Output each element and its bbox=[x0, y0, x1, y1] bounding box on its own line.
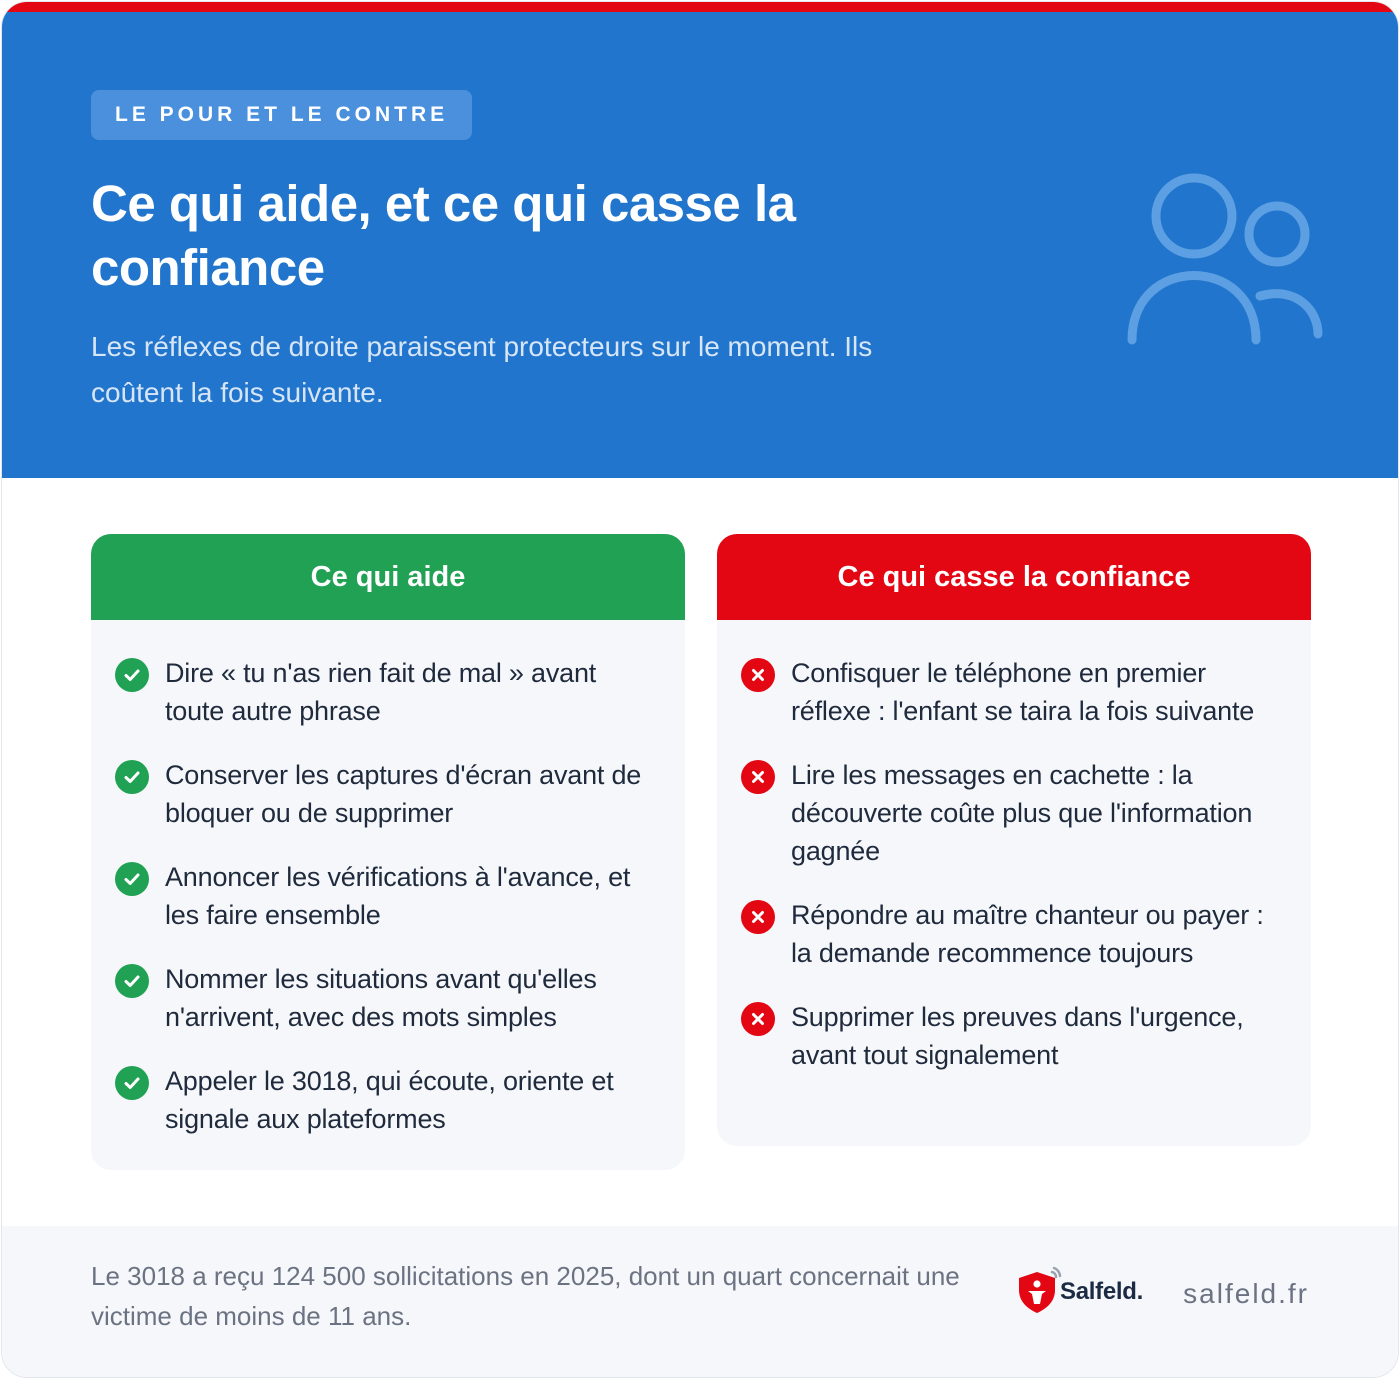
salfeld-logo bbox=[1016, 1262, 1156, 1316]
list-item bbox=[741, 654, 1285, 730]
eyebrow-tag: LE POUR ET LE CONTRE bbox=[91, 90, 472, 140]
x-circle-icon bbox=[741, 900, 775, 934]
footer bbox=[2, 1226, 1398, 1378]
logo-text: Salfeld. bbox=[1060, 1278, 1143, 1305]
breaks-panel bbox=[717, 534, 1311, 1146]
list-item bbox=[115, 858, 659, 934]
check-circle-icon bbox=[115, 862, 149, 896]
item-text: Lire les messages en cachette : la découverte coûte plus que l'information gagnée bbox=[791, 760, 1253, 866]
helps-list bbox=[91, 620, 685, 1138]
helps-panel bbox=[91, 534, 685, 1170]
item-text: Nommer les situations avant qu'elles n'arrivent, avec des mots simples bbox=[165, 964, 597, 1032]
helps-title: Ce qui aide bbox=[91, 534, 685, 620]
x-circle-icon bbox=[741, 1002, 775, 1036]
item-text: Dire « tu n'as rien fait de mal » avant toute autre phrase bbox=[165, 658, 597, 726]
top-accent-line bbox=[2, 2, 1398, 12]
breaks-title: Ce qui casse la confiance bbox=[717, 534, 1311, 620]
list-item bbox=[115, 1062, 659, 1138]
item-text: Supprimer les preuves dans l'urgence, avant tout signalement bbox=[791, 1002, 1244, 1070]
item-text: Confisquer le téléphone en premier réflexe : l'enfant se taira la fois suivante bbox=[791, 658, 1255, 726]
x-circle-icon bbox=[741, 658, 775, 692]
list-item bbox=[741, 896, 1285, 972]
check-circle-icon bbox=[115, 964, 149, 998]
page-subtitle: Les réflexes de droite paraissent protecteurs sur le moment. Ils coûtent la fois suivante. bbox=[91, 331, 873, 408]
header bbox=[2, 12, 1398, 478]
list-item bbox=[115, 960, 659, 1036]
footer-note: Le 3018 a reçu 124 500 sollicitations en 2025, dont un quart concernait une victime de moins de 11 ans. bbox=[91, 1261, 960, 1331]
people-icon bbox=[1120, 162, 1330, 352]
breaks-list bbox=[717, 620, 1311, 1074]
check-circle-icon bbox=[115, 760, 149, 794]
page-title: Ce qui aide, et ce qui casse la confiance bbox=[91, 175, 796, 296]
check-circle-icon bbox=[115, 1066, 149, 1100]
item-text: Conserver les captures d'écran avant de bloquer ou de supprimer bbox=[165, 760, 642, 828]
item-text: Appeler le 3018, qui écoute, oriente et signale aux plateformes bbox=[165, 1066, 614, 1134]
check-circle-icon bbox=[115, 658, 149, 692]
shield-logo-icon bbox=[1016, 1262, 1062, 1316]
item-text: Répondre au maître chanteur ou payer : la demande recommence toujours bbox=[791, 900, 1264, 968]
list-item bbox=[115, 654, 659, 730]
list-item bbox=[741, 756, 1285, 870]
list-item bbox=[115, 756, 659, 832]
list-item bbox=[741, 998, 1285, 1074]
card bbox=[1, 1, 1399, 1378]
x-circle-icon bbox=[741, 760, 775, 794]
item-text: Annoncer les vérifications à l'avance, et les faire ensemble bbox=[165, 862, 631, 930]
website-link[interactable]: salfeld.fr bbox=[1183, 1278, 1309, 1309]
